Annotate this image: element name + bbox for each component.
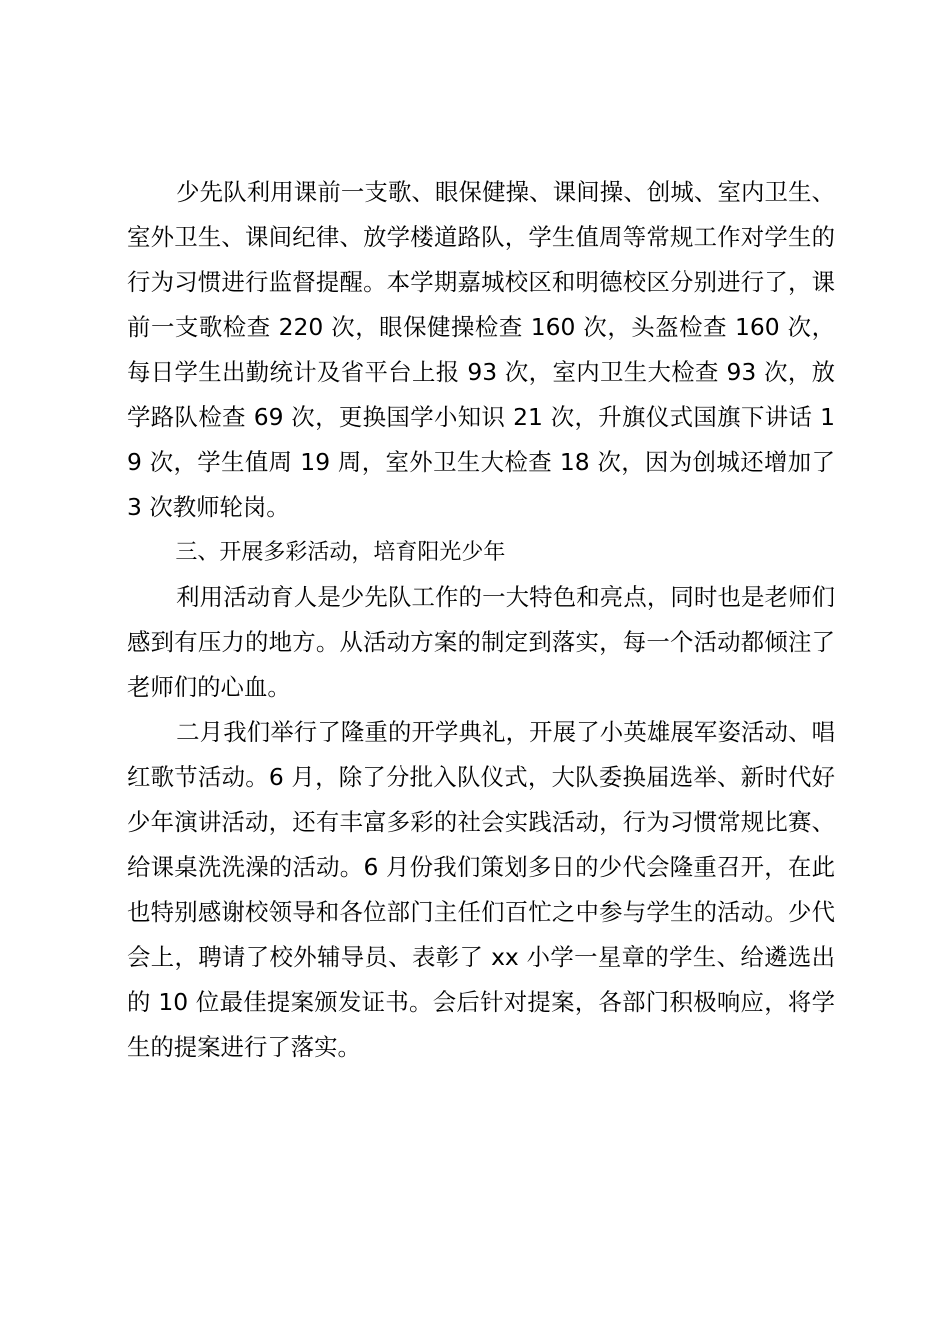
paragraph-routine-inspections: 少先队利用课前一支歌、眼保健操、课间操、创城、室内卫生、室外卫生、课间纪律、放学楼道路队，学生值周等常规工作对学生的行为习惯进行监督提醒。本学期嘉城校区和明德校区分别进行了，课前一支歌检查 220 次，眼保健操检查 160 次，头盔检查 160 次，每日学生出勤统计及省平台上报 93 次，室内卫生大检查 93 次，放学路队检查 69 次，更换国学小知识 21 次，升旗仪式国旗下讲话 19 次，学生值周 19 周，室外卫生大检查 18 次，因为创城还增加了 3 次教师轮岗。 (127, 178, 835, 521)
document-body (127, 170, 835, 1070)
paragraph-activity-list: 二月我们举行了隆重的开学典礼，开展了小英雄展军姿活动、唱红歌节活动。6 月，除了分批入队仪式，大队委换届选举、新时代好少年演讲活动，还有丰富多彩的社会实践活动，行为习惯常规比赛、给课桌洗洗澡的活动。6 月份我们策划多日的少代会隆重召开，在此也特别感谢校领导和各位部门主任们百忙之中参与学生的活动。少代会上，聘请了校外辅导员、表彰了 xx 小学一星章的学生、给遴选出的 10 位最佳提案颁发证书。会后针对提案，各部门积极响应，将学生的提案进行了落实。 (127, 718, 835, 1061)
paragraph-activity-education: 利用活动育人是少先队工作的一大特色和亮点，同时也是老师们感到有压力的地方。从活动方案的制定到落实，每一个活动都倾注了老师们的心血。 (127, 583, 835, 701)
section-heading-activities: 三、开展多彩活动，培育阳光少年 (175, 540, 506, 565)
